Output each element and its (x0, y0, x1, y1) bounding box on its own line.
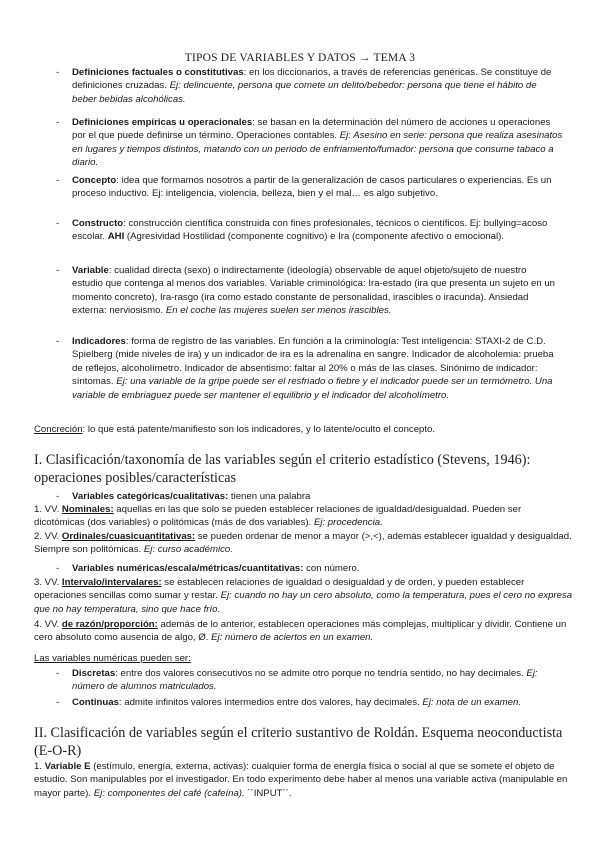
list-item (56, 66, 556, 106)
example-text: Ej: curso académico. (143, 544, 233, 556)
term-variable: Variable (72, 265, 109, 276)
list-item (56, 264, 558, 318)
definition-text: : cualidad directa (sexo) o indirectamente (ideología) observable de aquel objeto/sujeto de nuestro estudio que contenga al menos dos variables. Variable criminológica: Ira-estado (ira que presenta un sujeto en un momento concreto), Ira-rasgo (ira como estado constante de personalidad, irascibles o iracunda). Ansiedad externa: nerviosismo. (72, 265, 555, 317)
term-categoricas: Variables categóricas/cualitativas: (72, 491, 229, 502)
term-numericas: Variables numéricas/escala/métricas/cuantitativas: (72, 563, 304, 574)
definition-text: (estímulo, energía, externa, activas): cualquier forma de energía física o social al que se somete el objeto de estudio. Son manipulables por el investigador. En todo experimento debe haber al menos una variable activa (manipulable en mayor parte). (34, 761, 568, 799)
example-text: Ej: nota de un examen. (422, 697, 521, 708)
list-item (56, 174, 556, 201)
bullet: - (56, 175, 60, 186)
term-definiciones-factuales: Definiciones factuales o constitutivas (72, 67, 244, 78)
example-text: Ej: procedencia. (313, 517, 383, 529)
definition-text: (Agresividad Hostilidad (componente cognitivo) e Ira (componente afectivo o emocional). (124, 231, 504, 243)
concrecion-label: Concreción (34, 424, 83, 435)
bullet: - (56, 491, 60, 502)
section-heading-2: II. Clasificación de variables según el criterio sustantivo de Roldán. Esquema neoconductista (E-O-R) (34, 725, 563, 759)
nominales-paragraph (34, 503, 574, 530)
item-number: 1. VV. (34, 504, 62, 515)
bullet: - (56, 265, 60, 276)
item-number: 4. VV. (34, 619, 62, 630)
bullet: - (56, 67, 60, 78)
item-number: 2. VV. (34, 531, 62, 542)
section-heading-1: I. Clasificación/taxonomía de las variables según el criterio estadístico (Stevens, 1946): operaciones posibles/características (34, 452, 531, 486)
term-constructo: Constructo (72, 218, 124, 229)
example-text: En el coche las mujeres suelen ser menos irascibles. (165, 305, 392, 317)
term-definiciones-empiricas: Definiciones empíricas u operacionales (72, 117, 253, 128)
term-intervalo: Intervalo/intervalares: (61, 577, 162, 588)
list-item (56, 490, 556, 503)
example-text: Ej: Asesino en serie: persona que realiza asesinatos en lugares y tiempos distintos, matando con un periodo de enfriamiento/fumador: persona que consume tabaco a diario. (72, 130, 563, 169)
variable-e-paragraph (34, 760, 574, 800)
term-concepto: Concepto (72, 175, 117, 186)
definition-text: : entre dos valores consecutivos no se admite otro porque no tendría sentido, no hay decimales. (115, 668, 527, 679)
list-item (56, 667, 556, 694)
bullet: - (56, 668, 60, 679)
term-nominales: Nominales: (61, 504, 114, 515)
list-item (56, 696, 556, 709)
bullet: - (56, 563, 60, 574)
list-item (56, 562, 556, 575)
razon-paragraph (34, 618, 574, 645)
definition-text: : idea que formamos nosotros a partir de la generalización de casos particulares o experiencias. Es un proceso inductivo. Ej: inteligencia, violencia, belleza, bien y el mal… es algo subjetivo. (72, 175, 552, 200)
bullet: - (56, 336, 60, 347)
item-number: 3. VV. (34, 577, 62, 588)
definition-text: con número. (303, 563, 360, 574)
list-item (56, 335, 558, 402)
concrecion-text: : lo que está patente/manifiesto son los indicadores, y lo latente/oculto el concepto. (82, 424, 436, 435)
example-text: Ej: delincuente, persona que comete un delito/bebedor: persona que tiene el hábito de beber bebidas alcohólicas. (72, 80, 537, 105)
input-label: ´´INPUT´´. (244, 787, 292, 799)
concrecion-paragraph (34, 423, 574, 436)
definition-text: se pueden ordenar de menor a mayor (>,<), además establecer igualdad y desigualdad. Siempre son politómicas. (34, 531, 572, 556)
term-razon: de razón/proporción: (61, 619, 158, 630)
definition-text: aquellas en las que solo se pueden establecer relaciones de igualdad/desigualdad. Pueden ser dicotómicas (dos variables) o politómicas (más de dos variables). (34, 504, 522, 529)
example-text: Ej: componentes del café (cafeína). (93, 787, 245, 799)
definition-text: tienen una palabra (228, 491, 311, 502)
bullet: - (56, 218, 60, 229)
document-title: TIPOS DE VARIABLES Y DATOS → TEMA 3 (184, 52, 416, 64)
definition-text: : forma de registro de las variables. En función a la criminología: Test inteligencia: STAXI-2 de C.D. Spielberg (mide niveles de ira) y un indicador de ira es la adrenalina en sangre. Indicador de alcoholemia: prueba de reflejos, alcoholímetro. Indicador de absentismo: faltar al 20% o más de las clases. Sinónimo de indicador: síntomas. (72, 336, 554, 388)
term-continuas: Continuas (72, 697, 119, 708)
example-text: Ej: una variable de la gripe puede ser el resfriado o fiebre y el indicador puede ser un termómetro. Una variable de embriaguez puede ser mantener el equilibrio y el indicador del alcoholímetro. (72, 376, 553, 401)
definition-text: : se basan en la determinación del número de acciones u operaciones por el que puede definirse un término. Operaciones contables. (72, 117, 551, 142)
term-ahi: AHI (107, 231, 125, 243)
definition-text: : en los diccionarios, a través de referencias genéricas. Se constituye de definiciones cruzadas. (72, 67, 552, 92)
numericas-subheading: Las variables numéricas pueden ser: (34, 653, 191, 664)
definition-text: se establecen relaciones de igualdad o desigualdad y de orden, y pueden establecer operaciones sencillas como sumar y restar. (34, 577, 525, 602)
bullet: - (56, 697, 60, 708)
item-number: 1. (34, 761, 45, 772)
term-ordinales: Ordinales/cuasicuantitativas: (61, 531, 196, 542)
definition-text: : admite infinitos valores intermedios entre dos valores, hay decimales. (118, 697, 423, 708)
example-text: Ej: número de alumnos matriculados. (72, 668, 538, 693)
list-item (56, 116, 564, 170)
bullet: - (56, 117, 60, 128)
example-text: Ej: número de aciertos en un examen. (211, 632, 374, 644)
definition-text: además de lo anterior, establecen operaciones más complejas, multiplicar y dividir. Contiene un cero absoluto como ausencia de algo, Ø. (34, 619, 567, 644)
list-item (56, 217, 556, 244)
definition-text: : construcción científica construida con fines profesionales, técnicos o científicos. Ej: bullying=acoso escolar. (72, 218, 548, 243)
intervalo-paragraph (34, 576, 574, 616)
term-variable-e: Variable E (44, 761, 91, 772)
ordinales-paragraph (34, 530, 574, 557)
term-discretas: Discretas (72, 668, 116, 679)
term-indicadores: Indicadores (72, 336, 126, 347)
example-text: Ej: cuando no hay un cero absoluto, como la temperatura, pues el cero no expresa que no hay temperatura, sino que hace frío. (34, 590, 573, 615)
